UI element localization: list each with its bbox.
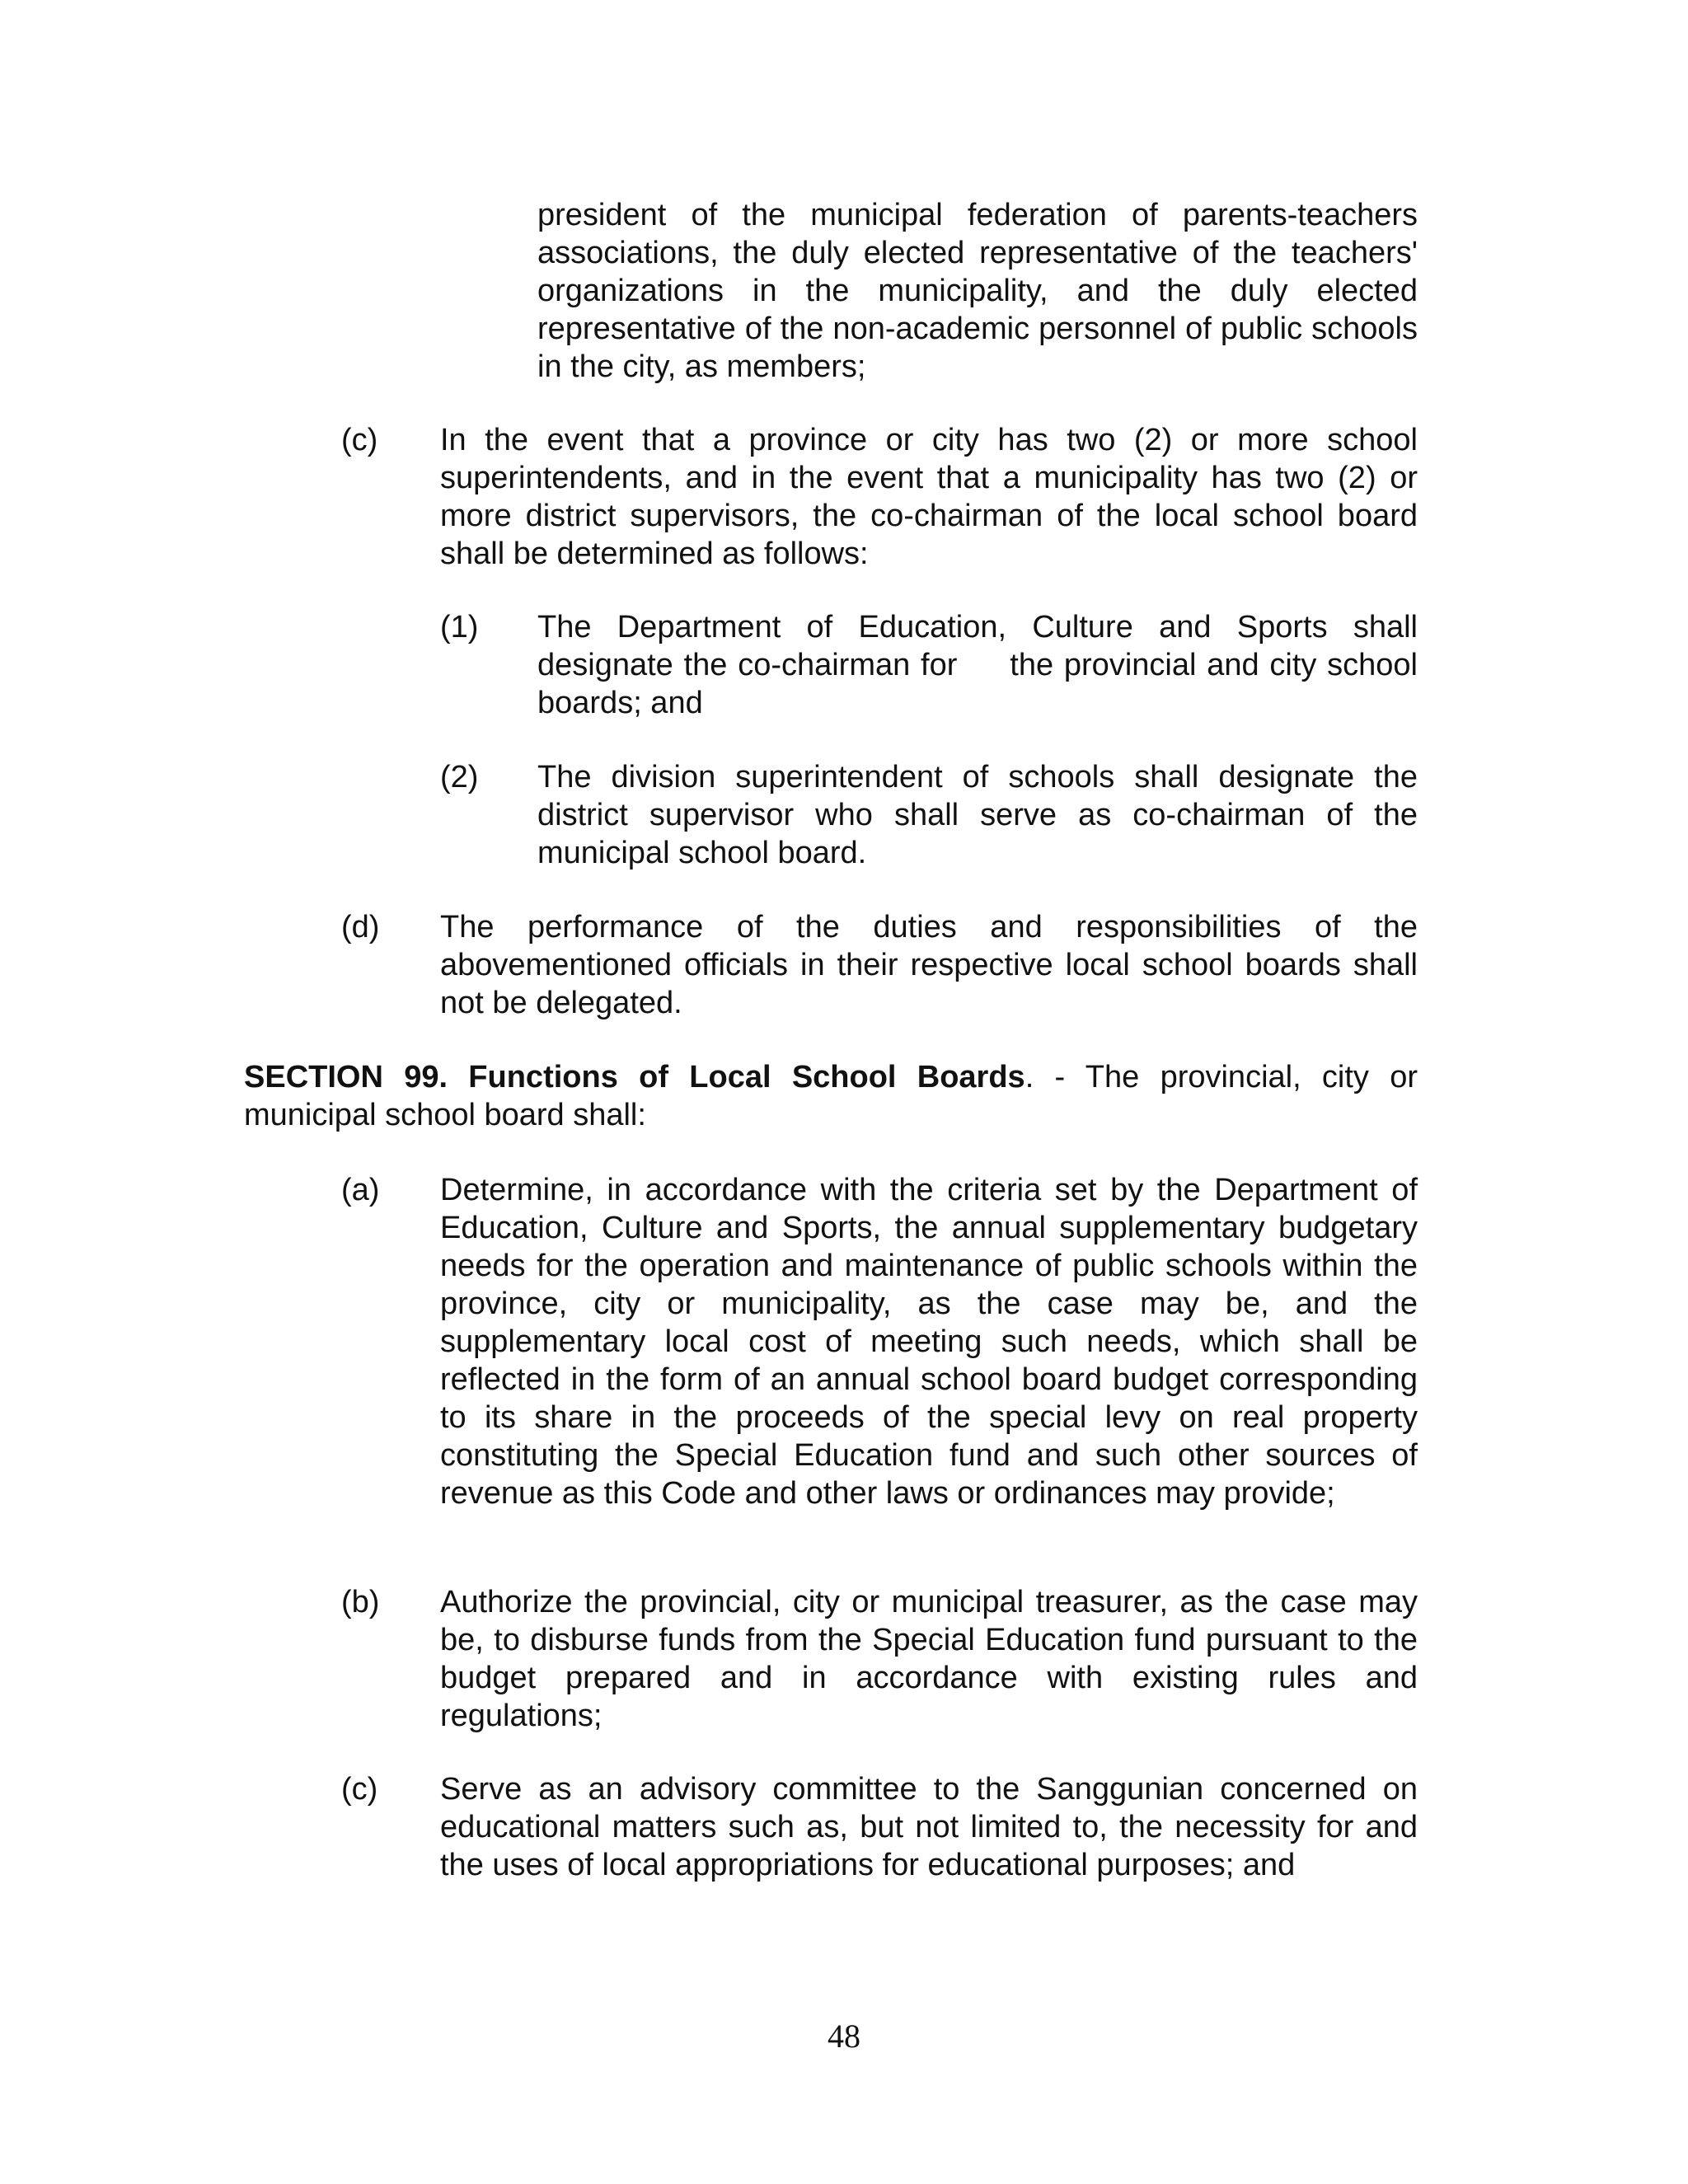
section-99-paragraph xyxy=(244,1058,1418,1134)
function-text-a: Determine, in accordance with the criteria set by the Department of Education, Culture and Sports, the annual supplementary budgetary needs for the operation and maintenance of public schools within the province, city or municipality, as the case may be, and the supplementary local cost of meeting such needs, which shall be reflected in the form of an annual school board budget corresponding to its share in the proceeds of the special levy on real property constituting the Special Education fund and such other sources of revenue as this Code and other laws or ordinances may provide; xyxy=(440,1173,1418,1511)
function-text-c: Serve as an advisory committee to the Sanggunian concerned on educational matters such as, but not limited to, the necessity for and the uses of local appropriations for educational purposes; and xyxy=(440,1772,1418,1882)
continued-paragraph: president of the municipal federation of parents-teachers associations, the duly elected representative of the teachers' organizations in the municipality, and the duly elected representative of the non-academic personnel of public schools in the city, as members; xyxy=(537,198,1418,384)
subitem-text-2: The division superintendent of schools shall designate the district supervisor who shall serve as co-chairman of the municipal school board. xyxy=(537,760,1418,870)
item-label-d: (d) xyxy=(341,910,380,944)
function-label-c: (c) xyxy=(341,1772,378,1807)
function-label-b: (b) xyxy=(341,1585,380,1619)
subitem-text-1: The Department of Education, Culture and Sports shall designate the co-chairman for the provincial and city school boards; and xyxy=(537,610,1427,720)
section-intro: . - The provincial, city or municipal school board shall: xyxy=(244,1060,1418,1132)
item-label-c: (c) xyxy=(341,423,378,457)
item-text-c: In the event that a province or city has two (2) or more school superintendents, and in the event that a municipality has two (2) or more district supervisors, the co-chairman of the local school board shall be determined as follows: xyxy=(440,423,1418,571)
item-text-d: The performance of the duties and responsibilities of the abovementioned officials in their respective local school boards shall not be delegated. xyxy=(440,910,1418,1020)
function-text-b: Authorize the provincial, city or municipal treasurer, as the case may be, to disburse funds from the Special Education fund pursuant to the budget prepared and in accordance with existing rules and regulations; xyxy=(440,1585,1418,1733)
function-label-a: (a) xyxy=(341,1173,380,1207)
page-number: 48 xyxy=(828,2018,860,2055)
subitem-label-1: (1) xyxy=(440,610,479,644)
subitem-label-2: (2) xyxy=(440,760,479,794)
section-heading: SECTION 99. Functions of Local School Boards xyxy=(244,1060,1025,1094)
